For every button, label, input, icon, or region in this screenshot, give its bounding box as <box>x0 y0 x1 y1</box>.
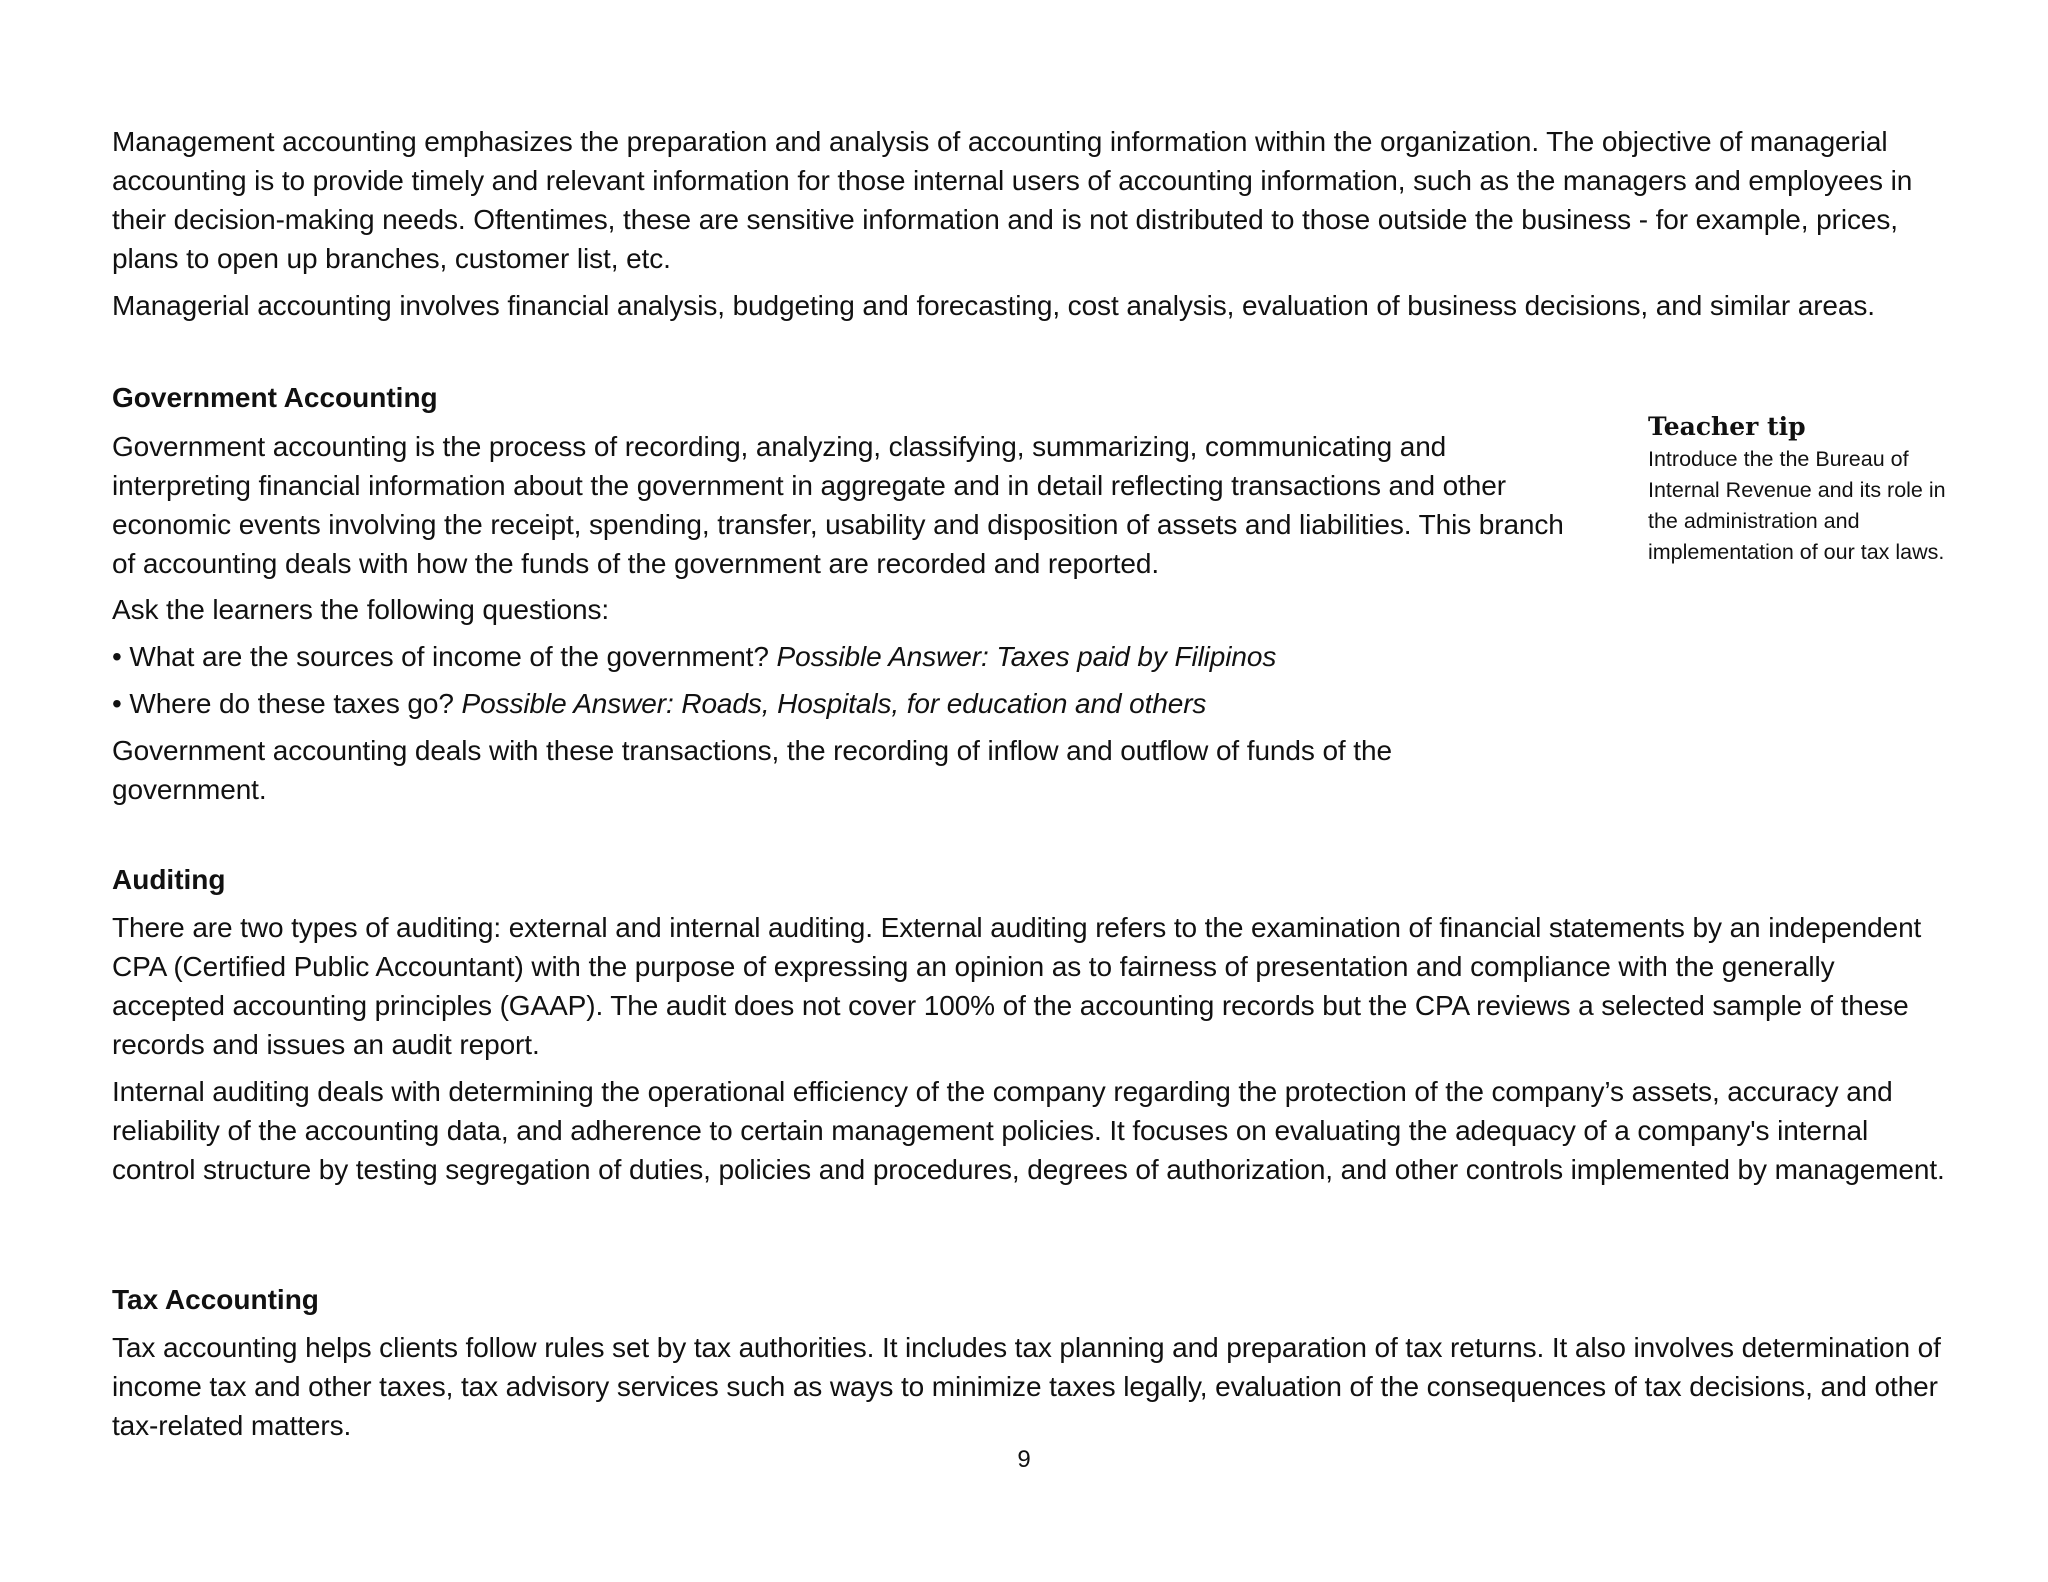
government-bullet-2 <box>112 684 1592 723</box>
teacher-tip-title: Teacher tip <box>1648 412 1806 441</box>
auditing-paragraph-2: Internal auditing deals with determining the operational efficiency of the company regarding the protection of the company’s assets, accuracy and reliability of the accounting data, and adherence to certain management policies. It focuses on evaluating the adequacy of a company's internal control structure by testing segregation of duties, policies and procedures, degrees of authorization, and other controls implemented by management. <box>112 1076 1945 1185</box>
bullet-answer: Possible Answer: Taxes paid by Filipinos <box>776 641 1277 672</box>
government-accounting-heading: Government Accounting <box>112 382 438 413</box>
government-bullet-1 <box>112 637 1592 676</box>
auditing-heading: Auditing <box>112 864 226 895</box>
government-paragraph-2: Ask the learners the following questions: <box>112 594 610 625</box>
teacher-tip-body: Introduce the the Bureau of Internal Revenue and its role in the administration and implementation of our tax laws. <box>1648 447 1946 564</box>
management-paragraph-2: Managerial accounting involves financial analysis, budgeting and forecasting, cost analysis, evaluation of business decisions, and similar areas. <box>112 290 1875 321</box>
bullet-icon: • <box>112 688 122 719</box>
teacher-tip-box <box>1648 410 1948 568</box>
bullet-icon: • <box>112 641 122 672</box>
management-paragraph-1: Management accounting emphasizes the preparation and analysis of accounting information within the organization. The objective of managerial accounting is to provide timely and relevant information for those internal users of accounting information, such as the managers and employees in their decision-making needs. Oftentimes, these are sensitive information and is not distributed to those outside the business - for example, prices, plans to open up branches, customer list, etc. <box>112 126 1913 274</box>
bullet-question: Where do these taxes go? <box>121 688 462 719</box>
government-paragraph-3: Government accounting deals with these transactions, the recording of inflow and outflow of funds of the government. <box>112 735 1392 805</box>
page-number: 9 <box>1017 1446 1031 1473</box>
tax-paragraph-1: Tax accounting helps clients follow rules set by tax authorities. It includes tax planning and preparation of tax returns. It also involves determination of income tax and other taxes, tax advisory services such as ways to minimize taxes legally, evaluation of the consequences of tax decisions, and other tax-related matters. <box>112 1332 1941 1441</box>
bullet-question: What are the sources of income of the government? <box>121 641 777 672</box>
tax-accounting-heading: Tax Accounting <box>112 1284 319 1315</box>
government-paragraph-1: Government accounting is the process of recording, analyzing, classifying, summarizing, communicating and interpreting financial information about the government in aggregate and in detail reflecting transactions and other economic events involving the receipt, spending, transfer, usability and disposition of assets and liabilities. This branch of accounting deals with how the funds of the government are recorded and reported. <box>112 431 1564 579</box>
bullet-answer: Possible Answer: Roads, Hospitals, for education and others <box>461 688 1207 719</box>
auditing-paragraph-1: There are two types of auditing: external and internal auditing. External auditing refers to the examination of financial statements by an independent CPA (Certified Public Accountant) with the purpose of expressing an opinion as to fairness of presentation and compliance with the generally accepted accounting principles (GAAP). The audit does not cover 100% of the accounting records but the CPA reviews a selected sample of these records and issues an audit report. <box>112 912 1922 1060</box>
